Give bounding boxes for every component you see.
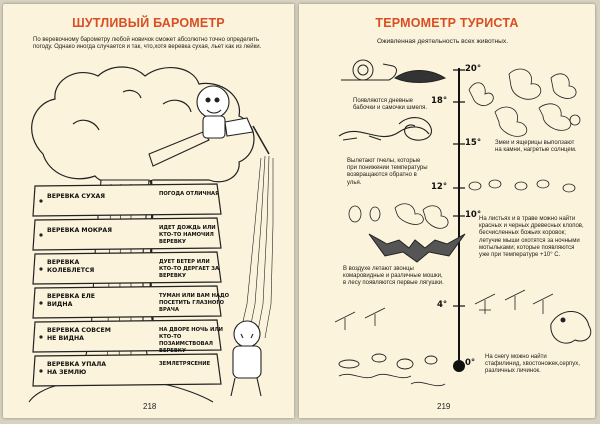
plank-forecast-text: КТО-ТО ДЕРГАЕТ ЗА — [159, 266, 219, 272]
tick-12: 12° — [431, 182, 448, 192]
plank-nail — [39, 233, 42, 236]
note-larvae: На снегу можно найти стафилинид, хвостоножек,серпух, различных личинок. — [485, 354, 580, 375]
right-page-title-top: ТЕРМОМЕТР ТУРИСТА — [375, 16, 519, 30]
plank-state-text: ВИДНА — [47, 301, 73, 308]
frog-drawing — [551, 311, 591, 343]
plank-nail — [39, 267, 42, 270]
plank-nail — [39, 301, 42, 304]
plank-state-text: ВЕРЕВКА МОКРАЯ — [47, 227, 112, 234]
note-snakes: Змеи и ящерицы выползают на камни, нагретые солнцем. — [495, 140, 577, 154]
plank-state-text: ВЕРЕВКА УПАЛА — [47, 361, 107, 368]
note-mosquitoes: В воздухе летают звонцы комаровидные и различные мошки, в лесу появляются первые лягушки. — [343, 266, 444, 287]
snail-drawing — [341, 60, 396, 80]
plank-nail — [39, 369, 42, 372]
plank-nail — [39, 199, 42, 202]
plank-forecast-text: ПОГОДА ОТЛИЧНАЯ — [159, 191, 220, 197]
tick-4: 4° — [437, 300, 448, 310]
right-page — [299, 4, 595, 418]
note-bees: Вылетают пчелы, которые при понижении температуры возвращаются обратно в улья. — [347, 158, 428, 186]
plank-forecast-text: ПОЗАИМСТВОВАЛ — [159, 341, 213, 347]
plank-forecast-text: ЗЕМЛЕТРЯСЕНИЕ — [159, 361, 211, 367]
left-page-number: 218 — [143, 402, 157, 411]
plank-forecast-text: ВЕРЕВКУ — [159, 273, 187, 279]
left-page-intro: По веревочному барометру любой новичок сможет абсолютно точно определить погоду. Однако иногда случается и так, что,хотя веревка сухая, льет как из лейки. — [33, 37, 262, 51]
plank-nail — [39, 335, 42, 338]
butterflies-drawing — [469, 69, 580, 136]
right-page-subtitle: Оживленная деятельность всех животных. — [377, 38, 509, 45]
plank-state-text: КОЛЕБЛЕТСЯ — [47, 267, 95, 274]
thermometer-bulb — [453, 360, 465, 372]
bat-drawing — [369, 234, 465, 262]
left-page-title: ШУТЛИВЫЙ БАРОМЕТР — [72, 16, 225, 30]
note-butterflies: Появляются дневные бабочки и самочки шмеля. — [353, 98, 427, 112]
plank-forecast-text: КТО-ТО НАМОЧИЛ — [159, 232, 214, 238]
bees-drawing — [469, 180, 575, 192]
plank-state-text: ВЕРЕВКА СУХАЯ — [47, 193, 106, 200]
plank-state-text: ВЕРЕВКА СОВСЕМ — [47, 327, 111, 334]
plank-forecast-text: ДУЕТ ВЕТЕР ИЛИ — [159, 259, 210, 265]
slug-drawing — [395, 71, 445, 83]
note-bugs: На листьях и в траве можно найти красных и черных древесных клопов, бесчисленных божьих коровок; летучие мыши охотятся за ночными мотыльками; которые появляются уже при температуре +10° С. — [479, 216, 584, 259]
plank-forecast-text: ТУМАН ИЛИ ВАМ НАДО — [159, 293, 229, 299]
barometer-illustration — [3, 4, 294, 418]
beetles-and-moths-drawing — [349, 204, 448, 229]
plank-forecast-text: КТО-ТО — [159, 334, 182, 340]
right-page-number: 219 — [437, 402, 451, 411]
plank-state-text: НЕ ВИДНА — [47, 335, 84, 342]
tick-18: 18° — [431, 96, 448, 106]
tick-20: 20° — [465, 64, 482, 74]
crying-kid-drawing — [231, 321, 261, 396]
plank-state-text: ВЕРЕВКА — [47, 259, 80, 266]
plank-forecast-text: ВРАЧА — [159, 307, 179, 313]
plank-state-text: ВЕРЕВКА ЕЛЕ — [47, 293, 96, 300]
plank-forecast-text: ИДЕТ ДОЖДЬ ИЛИ — [159, 225, 216, 231]
snake-and-lizard-drawing — [339, 118, 432, 141]
larvae-drawing — [339, 354, 445, 386]
left-page — [3, 4, 294, 418]
barometer-plank — [33, 184, 221, 216]
plank-forecast-text: ВЕРЕВКУ — [159, 239, 187, 245]
tick-15: 15° — [465, 138, 482, 148]
plank-state-text: НА ЗЕМЛЮ — [47, 369, 87, 376]
plank-forecast-text: ПОСЕТИТЬ ГЛАЗНОГО — [159, 300, 225, 306]
water-stream-drawing — [241, 156, 273, 338]
mosquitoes-drawing — [335, 290, 553, 330]
plank-forecast-text: ВЕРЕВКУ — [159, 348, 187, 354]
tick-0: 0° — [465, 358, 476, 368]
tick-10: 10° — [465, 210, 482, 220]
plank-forecast-text: НА ДВОРЕ НОЧЬ ИЛИ — [159, 327, 223, 333]
